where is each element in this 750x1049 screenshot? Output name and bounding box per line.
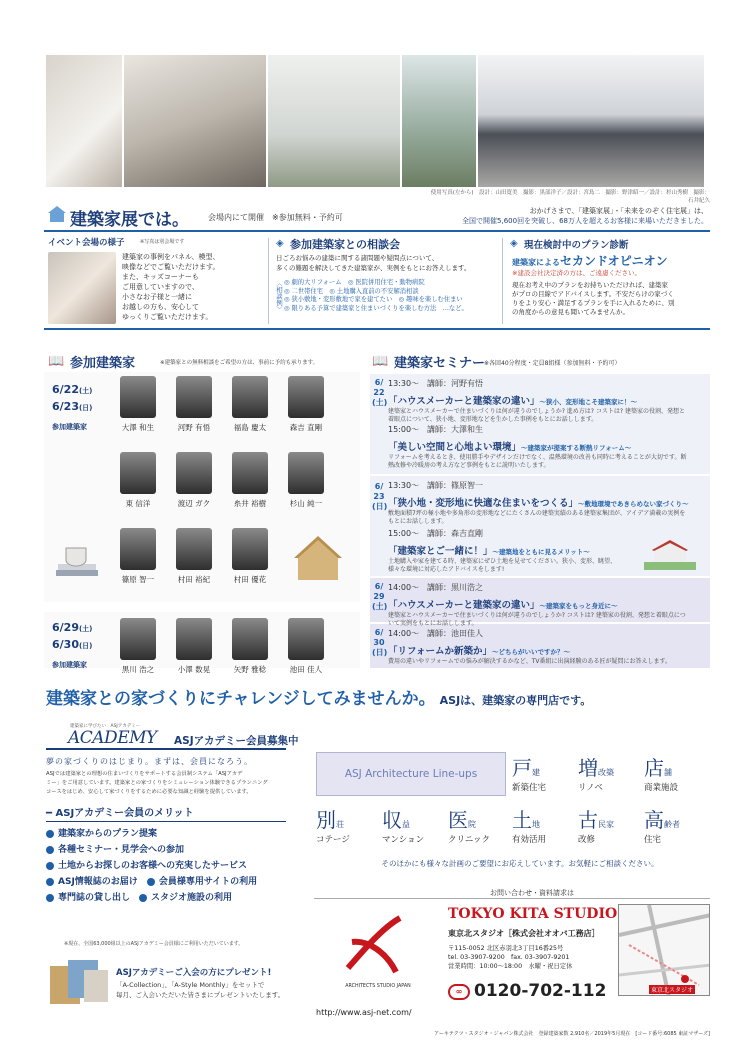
seminar-item: 13:30～ 講師：河野有悟 「ハウスメーカーと建築家の違い」～狭小、変形地こそ建築家に！～ 建築家とハウスメーカーで住まいづくりは何が違うのでしょうか? 進め方は? コストは? 建築家の役割、発想と着眼点について、狭小地、変形地などを生かした事例をもとにお話しします。 bbox=[388, 379, 685, 423]
seminar-date-4: 6/30(日) bbox=[372, 628, 388, 657]
lineup-item bbox=[382, 804, 444, 848]
architect-name: 小澤 数晃 bbox=[177, 665, 211, 674]
architect-name: 福島 慶太 bbox=[233, 423, 267, 432]
lineup-label: 有効活用 bbox=[512, 835, 547, 845]
house-icon bbox=[48, 206, 66, 222]
merit-note: ※現在、全国63,000組以上のASJアカデミー会員様にご利用いただいています。 bbox=[64, 941, 244, 947]
consult-title: 参加建築家との相談会 bbox=[290, 238, 400, 251]
lineup-kanji: 土 bbox=[512, 808, 532, 832]
architect-photo bbox=[176, 528, 212, 570]
lineup-kanji-small: 荘 bbox=[336, 820, 344, 829]
architect-photo bbox=[232, 528, 268, 570]
event-photo bbox=[48, 252, 116, 324]
lineup-kanji-small: 益 bbox=[402, 820, 410, 829]
seminar-item: 14:00～ 講師：池田佳人 「リフォームか新築か」～どちらがいいですか？～ 費用の違いやリフォームでの悩みが解決するかなど、TV番組に出演経験のある匠が疑問にお答えします。 bbox=[388, 629, 671, 665]
contact-details: 〒115-0052 北区赤羽北3丁目16番25号 tel. 03-3907-9200 fax. 03-3907-9201 営業時間：10:00～18:00 水曜・祝日定休 bbox=[448, 945, 573, 970]
architect-name: 大澤 和生 bbox=[121, 423, 155, 432]
architect-name: 矢野 雅稔 bbox=[233, 665, 267, 674]
academy-tagline: 夢の家づくりのはじまり。まずは、会員になろう。 bbox=[46, 757, 253, 766]
seminar-title: 建築家セミナー bbox=[394, 356, 486, 371]
lineup-kanji: 増 bbox=[578, 756, 598, 780]
architect-photo bbox=[288, 376, 324, 418]
lineup-kanji-small: 舗 bbox=[664, 768, 672, 777]
lineup-label: 商業施設 bbox=[644, 783, 679, 793]
architect-name: 村田 裕紀 bbox=[177, 575, 211, 584]
merit-list: 建築家からのプラン提案 各種セミナー・見学会への参加 土地からお探しのお客様への充実したサービス ASJ情報誌のお届け 会員様専用サイトの利用 専門誌の貸し出し スタジオ施設の利用 bbox=[46, 826, 306, 906]
architect-photo bbox=[288, 618, 324, 660]
architect-photo bbox=[176, 376, 212, 418]
architect-photo bbox=[232, 618, 268, 660]
divider bbox=[268, 238, 269, 324]
date-block-2: 6/29(土) 6/30(日) 参加建築家 bbox=[52, 621, 93, 669]
academy-title: ASJアカデミー会員募集中 bbox=[174, 735, 299, 747]
photo-interior-2 bbox=[124, 55, 266, 187]
photo-caption: 使用写真(左から) 設計：山田寛美 撮影：黒部洋子／設計：宮島二 撮影：野津昭一／設計：杉山秀樹 撮影：石井紀久 bbox=[430, 190, 710, 204]
contact-label: お問い合わせ・資料請求は bbox=[490, 889, 574, 897]
page-title: 建築家展では。 bbox=[70, 210, 189, 230]
event-note: ※写真は別会場です bbox=[140, 239, 185, 245]
lineup-kanji-small: 民家 bbox=[598, 820, 614, 829]
lineup-kanji-small: 院 bbox=[468, 820, 476, 829]
lineup-kanji: 医 bbox=[448, 808, 468, 832]
lineup-label: クリニック bbox=[448, 835, 490, 845]
consult-body-2: 多くの難題を解決してきた建築家が、実例をもとにお答えします。 bbox=[276, 264, 471, 272]
second-sub: 建築家によるセカンドオピニオン bbox=[512, 254, 668, 268]
lineup-label: 改修 bbox=[578, 835, 596, 845]
photo-interior-1 bbox=[46, 55, 122, 187]
academy-logo-top: 建築家に学びたい ASJアカデミー bbox=[70, 724, 141, 729]
present-body: 「A-Collection」、「A-Style Monthly」をセットで 毎月、ご入会いただいた皆さまにプレゼントいたします。 bbox=[116, 981, 285, 999]
architect-photo bbox=[120, 376, 156, 418]
architect-name: 森吉 直剛 bbox=[289, 423, 323, 432]
header-subtitle: 会場内にて開催 ※参加無料・予約可 bbox=[208, 213, 343, 222]
event-body: 建築家の事例をパネル、模型、 映像などでご覧いただけます。 また、キッズコーナーも ご用意していますので、 小さなお子様と一緒に お越しの方も、安心して ゆっくりご覧いただけます。 bbox=[122, 253, 220, 321]
challenge-banner: 建築家との家づくりにチャレンジしてみませんか。 ASJは、建築家の専門店です。 bbox=[46, 689, 592, 709]
map-label: 東京北スタジオ bbox=[651, 987, 694, 994]
coffee-cup-image bbox=[54, 534, 100, 580]
seminar-item: 15:00～ 講師：森吉直剛 「建築家とご一緒に！」～建築地をともに見るメリット～ 土地購入や家を建てる時、建築家にぜひ土地を見せてください。狭小、変形、眺望、様々な環境に対応したアドバイスをします! bbox=[388, 529, 617, 573]
architects-title: 参加建築家 bbox=[70, 356, 136, 371]
lineup-kanji: 収 bbox=[382, 808, 402, 832]
asj-caption: ARCHITECTS STUDIO JAPAN bbox=[345, 984, 411, 989]
second-title: 現在検討中のプラン診断 bbox=[524, 240, 629, 251]
freedial-number[interactable]: 0120-702-112 bbox=[474, 981, 607, 1001]
seminar-item: 13:30～ 講師：篠原智一 「狭小地・変形地に快適な住まいをつくる」～敷地環境であきらめない家づくり～ 敷地面積7坪の極小地や多角形の変形地などにたくさんの建築実績のある建築家集団が、アイデア満載の実例をもとにお話しします。 bbox=[388, 481, 689, 525]
consult-examples: ◎ 劇的大リフォーム ◎ 医院併用住宅・動物病院 ◎ 二世帯住宅 ◎ 土地購入直前の不安解消相談 ◎ 狭小敷地・変形敷地で家を建てたい ◎ 趣味を楽しむ住まい ◎ 限りある予算で建築家と住まいづくりを楽しむ方法 …など。 bbox=[284, 279, 468, 312]
architect-photo bbox=[176, 452, 212, 494]
lineup-kanji: 別 bbox=[316, 808, 336, 832]
intro-text-2: 全国で開催5,600回を突破し、68万人を超えるお客様に来場いただきました。 bbox=[462, 217, 708, 225]
consult-body-1: 日ごろお悩みの建築に関する諸問題や疑問点について、 bbox=[276, 254, 439, 262]
contact-divider bbox=[314, 898, 710, 899]
lineup-item bbox=[448, 804, 510, 848]
lineup-kanji: 店 bbox=[644, 756, 664, 780]
lineup-kanji: 高 bbox=[644, 808, 664, 832]
lineup-item bbox=[578, 752, 640, 796]
lineup-item bbox=[316, 804, 378, 848]
photo-exterior-3 bbox=[478, 55, 704, 187]
architect-name: 村田 優花 bbox=[233, 575, 267, 584]
architect-name: 池田 佳人 bbox=[289, 665, 323, 674]
architect-name: 河野 有悟 bbox=[177, 423, 211, 432]
lineup-kanji-small: 改築 bbox=[598, 768, 614, 777]
lineup-item bbox=[512, 804, 574, 848]
book-icon: 📖 bbox=[372, 354, 389, 369]
asj-logo-icon bbox=[342, 912, 408, 978]
footer-text: アーキテクツ・スタジオ・ジャパン株式会社 登録建築家数 2,910名／2019年5月現在 [コード番号:6085 東証マザーズ] bbox=[433, 1031, 710, 1037]
lineup-kanji: 戸 bbox=[512, 756, 532, 780]
present-title: ASJアカデミーご入会の方にプレゼント! bbox=[116, 968, 272, 978]
architect-photo bbox=[232, 376, 268, 418]
second-body: 現在お考え中のプランをお持ちいただければ、建築家 がプロの目線でアドバイスします。不安だらけの家づく りをより安心・満足するプランを手に入れるために、別 の角度からの意見も聞いてみませんか。 bbox=[512, 281, 675, 316]
studio-name: TOKYO KITA STUDIO bbox=[448, 906, 618, 922]
lineup-kanji-small: 地 bbox=[532, 820, 540, 829]
academy-logo-underline bbox=[46, 748, 286, 750]
academy-body: ASJでは建築家との理想の住まいづくりをサポートする会員制システム「ASJアカデ ミー」をご用意しています。建築家との家づくりをシミュレーション体験できるプランニング コースをはじめ、安心して家づくりをするために必要な知識と経験を提供しています。 bbox=[46, 771, 268, 795]
architect-name: 渡辺 ガク bbox=[177, 499, 211, 508]
seminar-date-3: 6/29(土) bbox=[372, 582, 388, 611]
architect-photo bbox=[232, 452, 268, 494]
lineup-kanji-small: 齢者 bbox=[664, 820, 680, 829]
architect-photo bbox=[120, 452, 156, 494]
lineup-kanji-small: 建 bbox=[532, 768, 540, 777]
lineup-item bbox=[644, 752, 706, 796]
lineup-item bbox=[644, 804, 706, 848]
seminar-item: 14:00～ 講師：黒川浩之 「ハウスメーカーと建築家の違い」～建築家をもっと身近に～ 建築家とハウスメーカーで住まいづくりは何が違うのでしょうか? コストは? 建築家の役割、発想と着眼点について実例をもとにお話しします。 bbox=[388, 583, 686, 627]
company-name: 東京北スタジオ［株式会社オオバ工務店］ bbox=[448, 929, 600, 938]
second-note: ※建設会社決定済の方は、ご遠慮ください。 bbox=[512, 269, 641, 277]
divider bbox=[502, 238, 503, 324]
architect-name: 東 信洋 bbox=[125, 499, 151, 508]
diamond-icon: ◈ bbox=[276, 238, 284, 249]
architect-name: 杉山 純一 bbox=[289, 499, 323, 508]
magazine-image bbox=[48, 958, 110, 1004]
lineup-label: マンション bbox=[382, 835, 425, 845]
merit-title: ━ ASJアカデミー会員のメリット bbox=[46, 804, 286, 822]
house-model-image bbox=[640, 538, 700, 572]
lineup-label: リノベ bbox=[578, 783, 603, 793]
lineup-item bbox=[578, 804, 640, 848]
architect-photo bbox=[288, 452, 324, 494]
house-model-image bbox=[290, 530, 346, 586]
access-map bbox=[618, 904, 710, 996]
seminar-item: 15:00～ 講師：大澤和生 「美しい空間と心地よい環境」～建築家が提案する断熱リフォーム～ リフォームを考えるとき、使用勝手やデザインだけでなく、温熱環境の改善も同時に考えることが大切です。断熱改修や冷暖房の考え方など事例をもとに説明いたします。 bbox=[388, 425, 687, 469]
lineup-kanji: 古 bbox=[578, 808, 598, 832]
date-block-1: 6/22(土) 6/23(日) 参加建築家 bbox=[52, 383, 93, 431]
website-link[interactable]: http://www.asj-net.com/ bbox=[316, 1008, 412, 1017]
photo-exterior-2 bbox=[402, 55, 476, 187]
lineup-label: 住宅 bbox=[644, 835, 662, 845]
lineup-label: 新築住宅 bbox=[512, 783, 547, 793]
lineup-note: そのほかにも様々な計画のご要望にお応えしています。お気軽にご相談ください。 bbox=[381, 859, 659, 868]
architect-photo bbox=[120, 618, 156, 660]
architect-photo bbox=[176, 618, 212, 660]
architect-name: 篠原 智一 bbox=[121, 575, 155, 584]
event-title: イベント会場の様子 bbox=[48, 238, 125, 248]
intro-text-1: おかげさまで、「建築家展」・「未来をのぞく住宅展」は、 bbox=[529, 207, 708, 215]
consult-side-label: 〈相談例〉 bbox=[275, 280, 283, 313]
architect-name: 糸井 裕樹 bbox=[233, 499, 267, 508]
lineup-title: ASJ Architecture Line-ups bbox=[316, 752, 506, 796]
lineup-label: コテージ bbox=[316, 835, 350, 845]
architects-note: ※建築家との無料相談をご希望の方は、事前に予約も承ります。 bbox=[160, 360, 319, 366]
freedial-icon: ∞ bbox=[448, 984, 470, 1000]
architect-photo bbox=[120, 528, 156, 570]
book-icon: 📖 bbox=[48, 354, 65, 369]
academy-logo: ACADEMY bbox=[68, 728, 157, 748]
diamond-icon: ◈ bbox=[510, 238, 518, 249]
seminar-date-2: 6/23(日) bbox=[372, 482, 388, 511]
photo-exterior-1 bbox=[268, 55, 400, 187]
seminar-date-1: 6/22(土) bbox=[372, 378, 388, 407]
seminar-note: ※各回40分程度・定員8組様（参加無料・予約可） bbox=[484, 360, 621, 367]
lineup-item bbox=[512, 752, 574, 796]
architect-name: 黒川 浩之 bbox=[121, 665, 155, 674]
